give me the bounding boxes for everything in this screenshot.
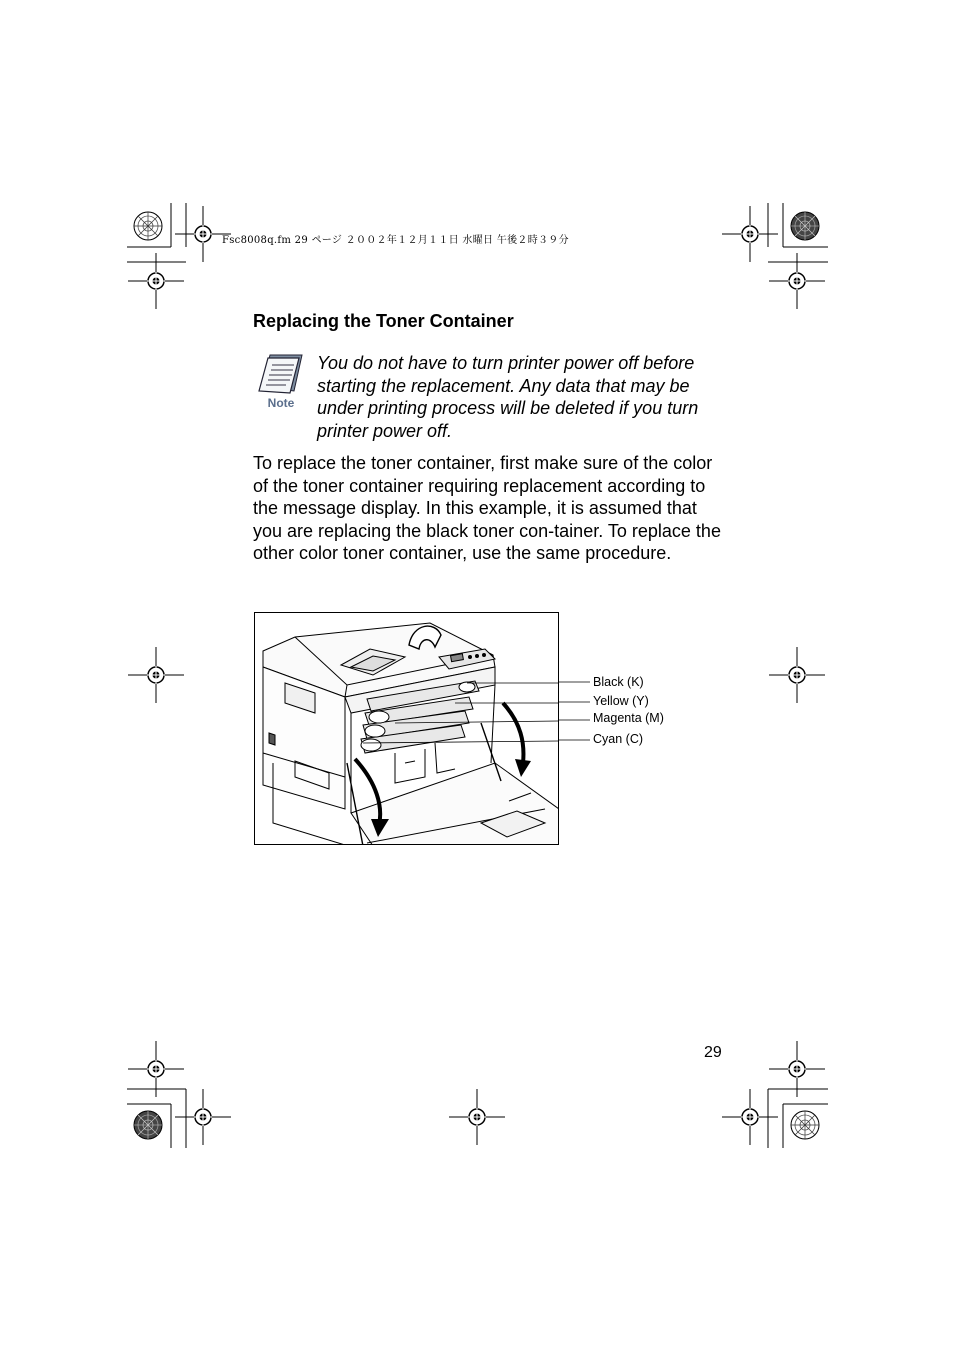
note-icon-label: Note — [267, 396, 295, 410]
callout-yellow: Yellow (Y) — [593, 694, 649, 708]
callout-magenta: Magenta (M) — [593, 711, 664, 725]
section-title: Replacing the Toner Container — [253, 311, 514, 331]
printer-illustration — [254, 612, 559, 845]
callout-leaders — [558, 675, 598, 755]
print-info-header: Fsc8008q.fm 29 ページ ２００２年１２月１１日 水曜日 午後２時３９分 — [222, 235, 569, 246]
note-icon — [256, 351, 306, 411]
body-paragraph: To replace the toner container, first make sure of the color of the toner container requiring replacement according to the message display. In this example, it is assumed that you are replacing the black toner con-tainer. To replace the other color toner container, use the same procedure. — [253, 453, 721, 564]
note-text: You do not have to turn printer power off before starting the replacement. Any data that may be under printing process will be deleted if you turn printer power off. — [317, 353, 699, 441]
callout-cyan: Cyan (C) — [593, 732, 644, 746]
callout-black: Black (K) — [593, 675, 644, 689]
page-number: 29 — [704, 1044, 722, 1061]
